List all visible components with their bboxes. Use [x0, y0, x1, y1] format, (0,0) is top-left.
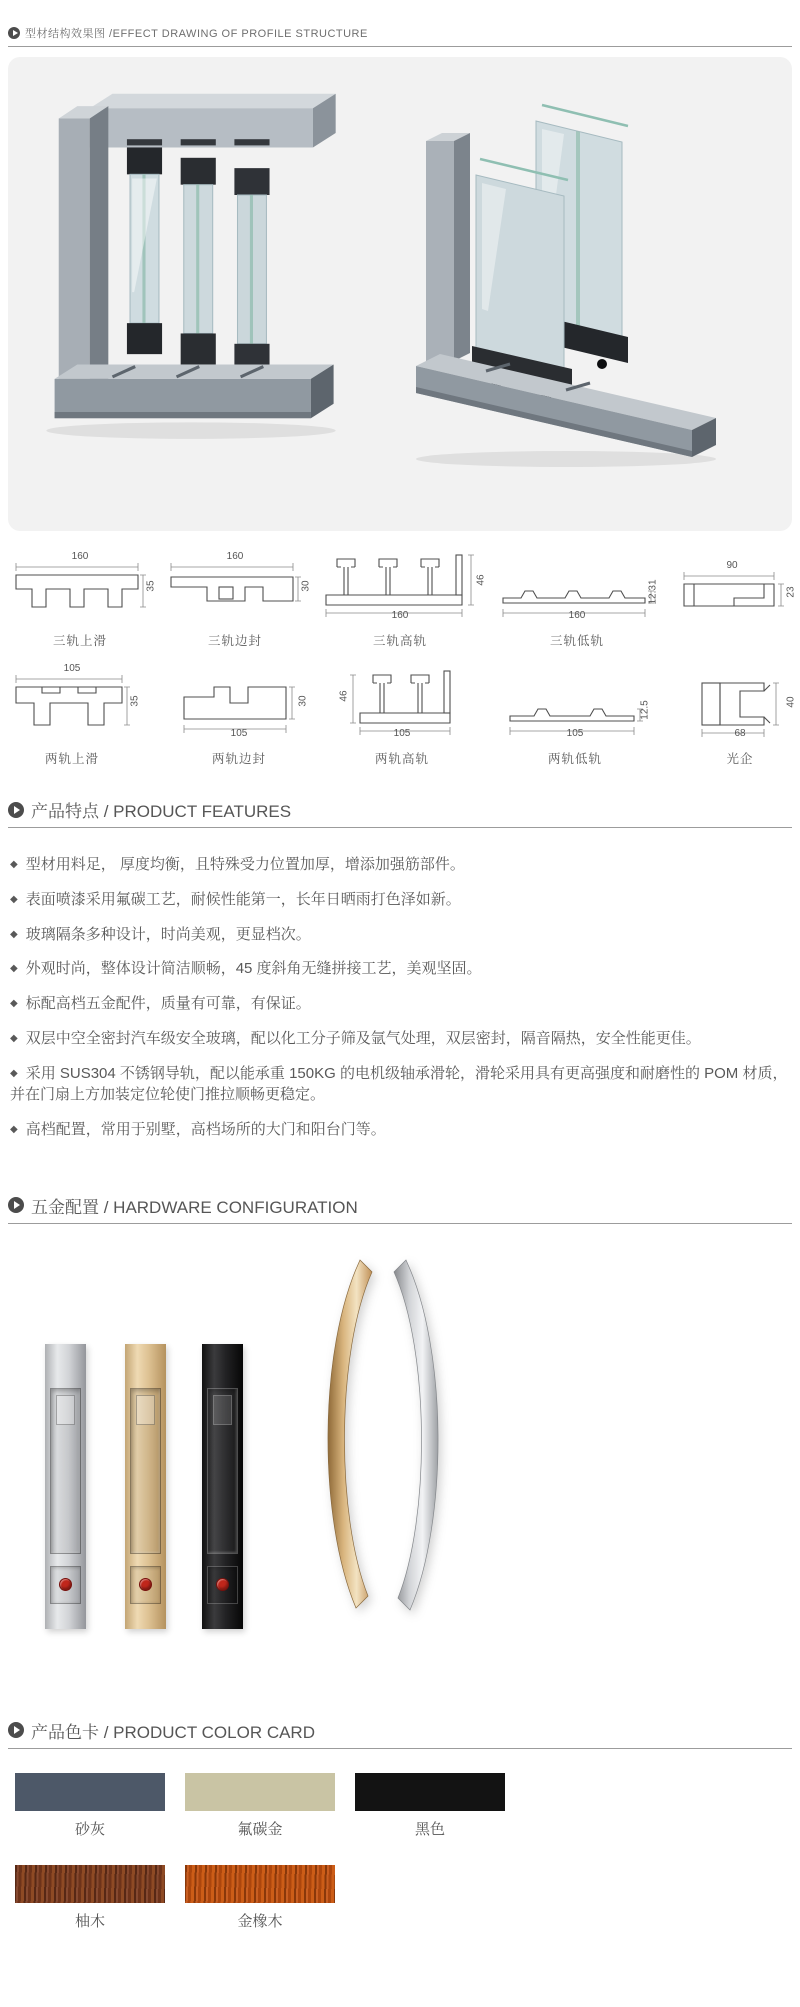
curved-handle-silver-image: [388, 1254, 472, 1620]
profile-width-dim: 160: [226, 551, 244, 562]
diamond-bullet-icon: ◆: [10, 1032, 18, 1044]
profile-height-dim: 46: [338, 690, 350, 702]
color-swatch: [15, 1773, 165, 1811]
profile-height-dim: 35: [145, 580, 157, 592]
divider: [8, 46, 792, 47]
features-title: 产品特点 / PRODUCT FEATURES: [31, 802, 292, 821]
profile-cell-3track-topslide: [12, 551, 157, 649]
diamond-bullet-icon: ◆: [10, 1124, 18, 1135]
curved-handle-gold-image: [296, 1254, 380, 1616]
flush-lock-gold-image: [125, 1344, 166, 1629]
hardware-images: [0, 1224, 800, 1664]
profile-drawings-row-3track: [0, 547, 800, 649]
features-header: [0, 797, 800, 822]
feature-text: 双层中空全密封汽车级安全玻璃，配以化工分子筛及氩气处理，双层密封，隔音隔热，安全性能更佳。: [25, 1029, 701, 1047]
profile-cell-2track-topslide: [12, 663, 141, 767]
profile-width-dim: 105: [63, 663, 81, 674]
feature-text: 采用 SUS304 不锈钢导轨，配以能承重 150KG 的电机级轴承滑轮，滑轮采用具有更高强度和耐磨性的 POM 材质，并在门扇上方加装定位轮使门推拉顺畅更稳定。: [10, 1064, 788, 1104]
color-swatch-label: 砂灰: [74, 1820, 105, 1838]
feature-item: [10, 1028, 790, 1050]
feature-text: 表面喷漆采用氟碳工艺，耐候性能第一，长年日晒雨打色泽如新。: [25, 890, 461, 908]
feature-text: 高档配置，常用于别墅，高档场所的大门和阳台门等。: [25, 1121, 386, 1138]
effect-drawing-title: 型材结构效果图 /EFFECT DRAWING OF PROFILE STRUCTURE: [25, 28, 368, 40]
lock-recess: [207, 1388, 238, 1554]
color-swatch-label: 氟碳金: [237, 1820, 283, 1838]
flush-lock-black-image: [202, 1344, 243, 1629]
profile-width-dim: 105: [393, 728, 411, 739]
profile-cell-interlock: [692, 671, 797, 767]
profile-height-dim: 23: [785, 586, 797, 598]
lock-button-plate: [207, 1566, 238, 1604]
color-swatch: [15, 1865, 165, 1903]
feature-item: [10, 1063, 790, 1107]
profile-label: 两轨低轨: [547, 752, 602, 766]
color-swatch-item: [15, 1865, 165, 1931]
profile-label: 光企: [726, 752, 754, 766]
lock-recess: [130, 1388, 161, 1554]
feature-item: [10, 889, 790, 911]
profile-width-dim: 105: [566, 728, 584, 739]
profile-width-dim: 90: [726, 560, 738, 571]
color-card-header: [0, 1718, 800, 1743]
hardware-title: 五金配置 / HARDWARE CONFIGURATION: [31, 1197, 358, 1217]
color-swatch: [185, 1865, 335, 1903]
lock-lever: [213, 1395, 232, 1425]
effect-render-panel: [8, 57, 792, 531]
effect-render-left-image: [36, 71, 346, 443]
feature-text: 玻璃隔条多种设计，时尚美观，更显档次。: [25, 925, 311, 943]
divider: [8, 827, 792, 828]
color-swatch: [355, 1773, 505, 1811]
lock-red-button: [59, 1578, 72, 1591]
profile-width-dim: 160: [568, 610, 586, 621]
profile-height-dim: 12.5: [639, 700, 651, 721]
diamond-bullet-icon: ◆: [10, 963, 18, 975]
lock-button-plate: [130, 1566, 161, 1604]
profile-width-dim: 160: [71, 551, 89, 562]
color-swatch: [185, 1773, 335, 1811]
profile-label: 三轨上滑: [52, 634, 107, 648]
color-card-title: 产品色卡 / PRODUCT COLOR CARD: [31, 1722, 315, 1742]
diamond-bullet-icon: ◆: [10, 1067, 18, 1079]
lock-lever: [136, 1395, 155, 1425]
play-icon: [8, 1722, 24, 1738]
profile-height-dim: 12.31: [647, 579, 659, 605]
feature-item: [10, 1119, 790, 1141]
profile-width-dim: 105: [230, 728, 248, 739]
color-card: [15, 1773, 800, 1931]
features-list: [10, 854, 790, 1141]
hardware-header: [0, 1193, 800, 1218]
color-card-row: [15, 1865, 800, 1931]
lock-red-button: [216, 1578, 229, 1591]
flush-lock-silver-image: [45, 1344, 86, 1629]
color-card-row: [15, 1773, 800, 1839]
play-icon: [8, 802, 24, 818]
color-swatch-item: [185, 1773, 335, 1839]
profile-cell-2track-highrail: [338, 661, 458, 767]
feature-item: [10, 854, 790, 876]
profile-height-dim: 46: [475, 574, 487, 586]
profile-height-dim: 30: [297, 694, 309, 707]
color-swatch-item: [355, 1773, 505, 1839]
feature-item: [10, 924, 790, 946]
lock-button-plate: [50, 1566, 81, 1604]
feature-text: 外观时尚，整体设计简洁顺畅，45 度斜角无缝拼接工艺，美观坚固。: [25, 960, 482, 978]
profile-label: 三轨低轨: [549, 634, 604, 648]
profile-label: 两轨上滑: [44, 752, 99, 766]
profile-label: 三轨高轨: [372, 634, 427, 648]
profile-cell-3track-lowrail: [497, 569, 657, 649]
color-swatch-item: [15, 1773, 165, 1839]
effect-drawing-header: [0, 0, 800, 41]
diamond-bullet-icon: ◆: [10, 859, 18, 870]
profile-label: 两轨高轨: [374, 752, 429, 766]
profile-drawings-row-2track: [0, 661, 800, 767]
diamond-bullet-icon: ◆: [10, 893, 18, 905]
feature-item: [10, 993, 790, 1015]
color-swatch-item: [185, 1865, 335, 1931]
profile-cell-2track-lowrail: [504, 687, 651, 767]
profile-label: [676, 634, 788, 649]
profile-cell-small-frame: [676, 560, 797, 649]
profile-height-dim: 30: [300, 580, 312, 592]
profile-width-dim: 160: [391, 610, 409, 621]
profile-height-dim: 40: [785, 696, 797, 708]
color-swatch-label: 金橡木: [237, 1912, 283, 1930]
profile-height-dim: 35: [129, 694, 141, 707]
profile-label: 三轨边封: [207, 634, 262, 648]
lock-recess: [50, 1388, 81, 1554]
profile-cell-3track-edgeseal: [167, 551, 312, 649]
profile-cell-2track-edgeseal: [178, 669, 309, 767]
lock-red-button: [139, 1578, 152, 1591]
profile-label: 两轨边封: [211, 752, 266, 766]
feature-text: 型材用料足， 厚度均衡，且特殊受力位置加厚，增添加强筋部件。: [25, 856, 465, 873]
effect-render-right-image: [396, 71, 726, 469]
divider: [8, 1748, 792, 1749]
play-icon: [8, 1197, 24, 1213]
diamond-bullet-icon: ◆: [10, 928, 18, 940]
feature-text: 标配高档五金配件，质量有可靠，有保证。: [25, 995, 311, 1012]
play-icon: [8, 27, 20, 39]
lock-lever: [56, 1395, 75, 1425]
profile-width-dim: 68: [734, 728, 746, 739]
feature-item: [10, 958, 790, 980]
profile-cell-3track-highrail: [322, 547, 487, 649]
diamond-bullet-icon: ◆: [10, 998, 18, 1009]
color-swatch-label: 柚木: [74, 1912, 105, 1930]
color-swatch-label: 黑色: [414, 1820, 445, 1838]
